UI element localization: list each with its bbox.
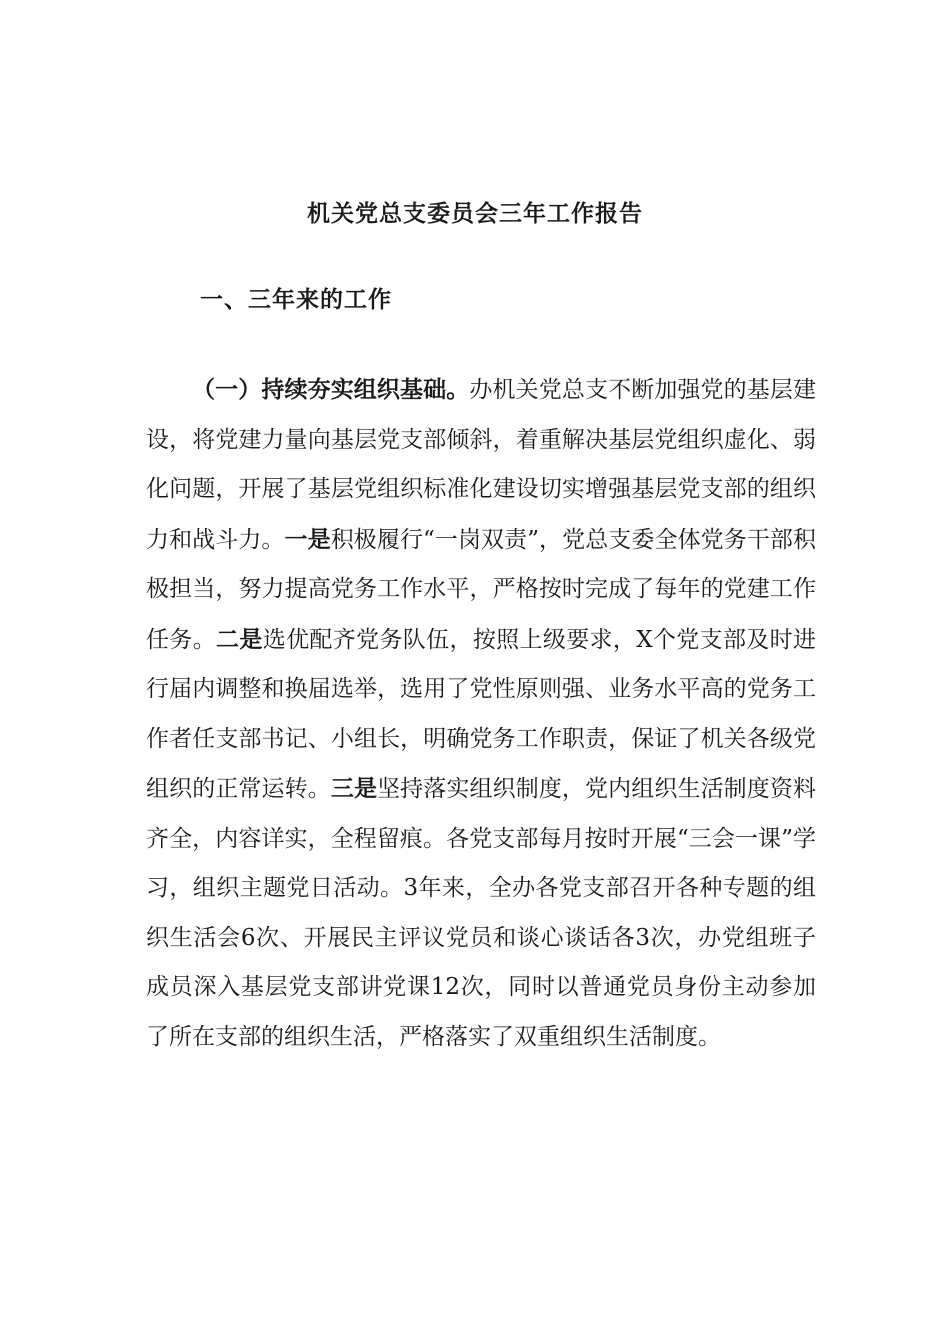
document-title: 机关党总支委员会三年工作报告 (307, 200, 643, 227)
paragraph-text: 积极履行“一岗双责”，党总支委全体党务干部积极担当，努力提高党务工作水平，严格按时完成了每年的党建工作任务。 (146, 526, 816, 653)
paragraph-lead-heading: （一）持续夯实组织基础。 (192, 376, 470, 403)
body-paragraph (146, 365, 816, 1062)
point-marker-two: 二是 (216, 625, 263, 653)
paragraph-text: 选优配齐党务队伍，按照上级要求，X个党支部及时进行届内调整和换届选举，选用了党性原则强、业务水平高的党务工作者任支部书记、小组长，明确党务工作职责，保证了机关各级党组织的正常运转。 (146, 626, 816, 802)
paragraph-text: 办机关党总支不断加强党的基层建设，将党建力量向基层党支部倾斜，着重解决基层党组织虚化、弱化问题，开展了基层党组织标准化建设切实增强基层党支部的组织力和战斗力。 (146, 377, 817, 553)
point-marker-one: 一是 (284, 525, 331, 553)
point-marker-three: 三是 (330, 775, 378, 802)
paragraph-text: 坚持落实组织制度，党内组织生活制度资料齐全，内容详实，全程留痕。各党支部每月按时开展“三会一课”学习，组织主题党日活动。3年来，全办各党支部召开各种专题的组织生活会6次、开展民主评议党员和谈心谈话各3次，办党组班子成员深入基层党支部讲党课12次，同时以普通党员身份主动参加了所在支部的组织生活，严格落实了双重组织生活制度。 (146, 776, 817, 1050)
section-heading: 一、三年来的工作 (200, 286, 392, 313)
